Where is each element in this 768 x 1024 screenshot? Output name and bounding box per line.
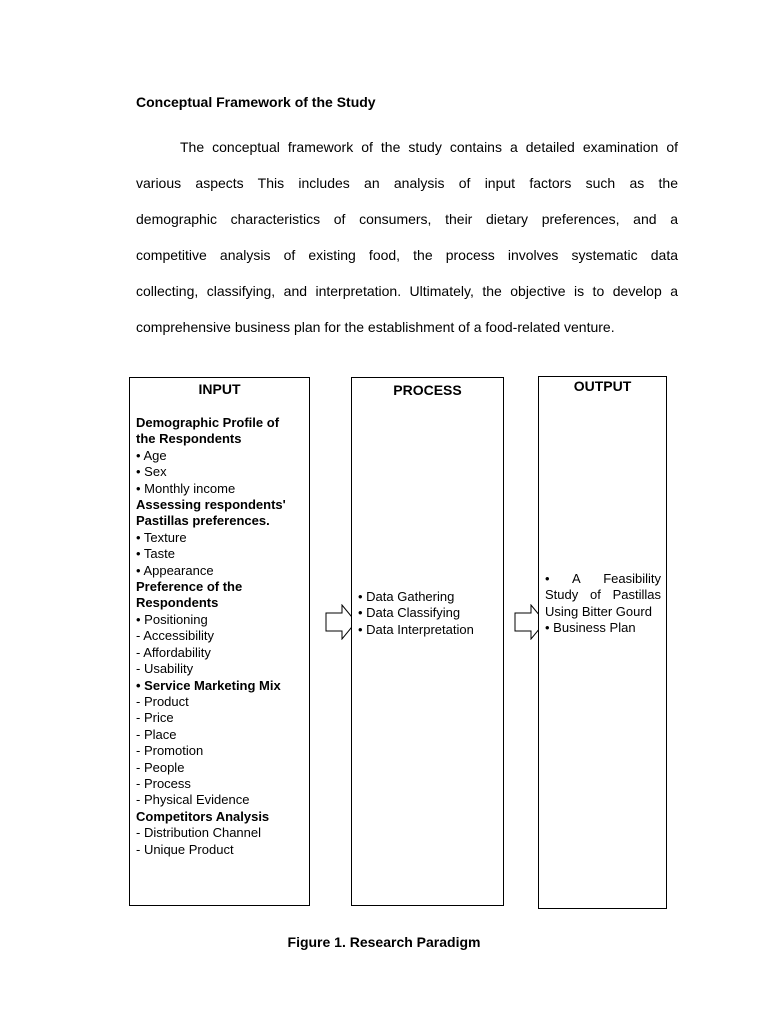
input-item: - Promotion <box>136 743 204 759</box>
input-item: - People <box>136 759 185 775</box>
input-item: • Monthly income <box>136 480 236 496</box>
paragraph-line: comprehensive business plan for the establishment of a food-related venture. <box>136 319 615 335</box>
figure-caption: Figure 1. Research Paradigm <box>287 934 481 950</box>
input-item: • Appearance <box>136 562 214 578</box>
body-paragraph <box>136 129 678 345</box>
input-item: - Affordability <box>136 644 211 660</box>
output-title: OUTPUT <box>573 378 632 394</box>
input-item: - Process <box>136 775 191 791</box>
process-item: • Data Gathering <box>358 589 455 604</box>
paragraph-line: collecting, classifying, and interpretation. Ultimately, the objective is to develop a <box>136 283 678 299</box>
input-item: • Taste <box>136 546 175 562</box>
process-item: • Data Interpretation <box>358 621 474 637</box>
process-item: • Data Classifying <box>358 605 461 621</box>
input-group-heading: Competitors Analysis <box>136 808 270 824</box>
output-line: Using Bitter Gourd <box>545 603 652 619</box>
input-box <box>129 377 310 906</box>
input-group-heading: Preference of the <box>136 579 243 595</box>
input-item: • Positioning <box>136 611 208 627</box>
input-title: INPUT <box>198 381 241 397</box>
input-item: - Place <box>136 726 177 742</box>
output-box <box>538 376 667 909</box>
paragraph-line: demographic characteristics of consumers, their dietary preferences, and a <box>136 211 678 227</box>
input-group-heading: Pastillas preferences. <box>136 513 270 529</box>
input-group-heading: Assessing respondents' <box>136 497 286 513</box>
input-item: - Product <box>136 693 189 709</box>
output-line: • A Feasibility <box>545 571 661 586</box>
paragraph-line: The conceptual framework of the study contains a detailed examination of <box>180 139 678 155</box>
input-item: - Accessibility <box>136 628 215 644</box>
input-item: • Texture <box>136 529 187 545</box>
process-list <box>358 589 474 638</box>
input-group-heading: Demographic Profile of <box>136 415 280 430</box>
input-group-heading: • Service Marketing Mix <box>136 677 281 693</box>
paragraph-line: competitive analysis of existing food, the process involves systematic data <box>136 247 678 263</box>
input-item: - Distribution Channel <box>136 825 262 841</box>
output-line: Study of Pastillas <box>545 587 661 603</box>
input-item: - Price <box>136 710 174 726</box>
output-line: • Business Plan <box>545 620 636 636</box>
process-box <box>351 377 504 906</box>
input-group-heading: the Respondents <box>136 431 242 447</box>
input-list <box>136 415 308 858</box>
paragraph-line: various aspects This includes an analysis of input factors such as the <box>136 175 678 191</box>
input-item: - Usability <box>136 661 194 677</box>
section-heading: Conceptual Framework of the Study <box>136 94 376 110</box>
output-list <box>545 571 661 637</box>
process-title: PROCESS <box>393 382 462 398</box>
input-item: - Physical Evidence <box>136 792 250 808</box>
input-item: • Age <box>136 447 167 463</box>
input-item: • Sex <box>136 464 167 480</box>
input-item: - Unique Product <box>136 841 234 857</box>
input-group-heading: Respondents <box>136 595 219 611</box>
